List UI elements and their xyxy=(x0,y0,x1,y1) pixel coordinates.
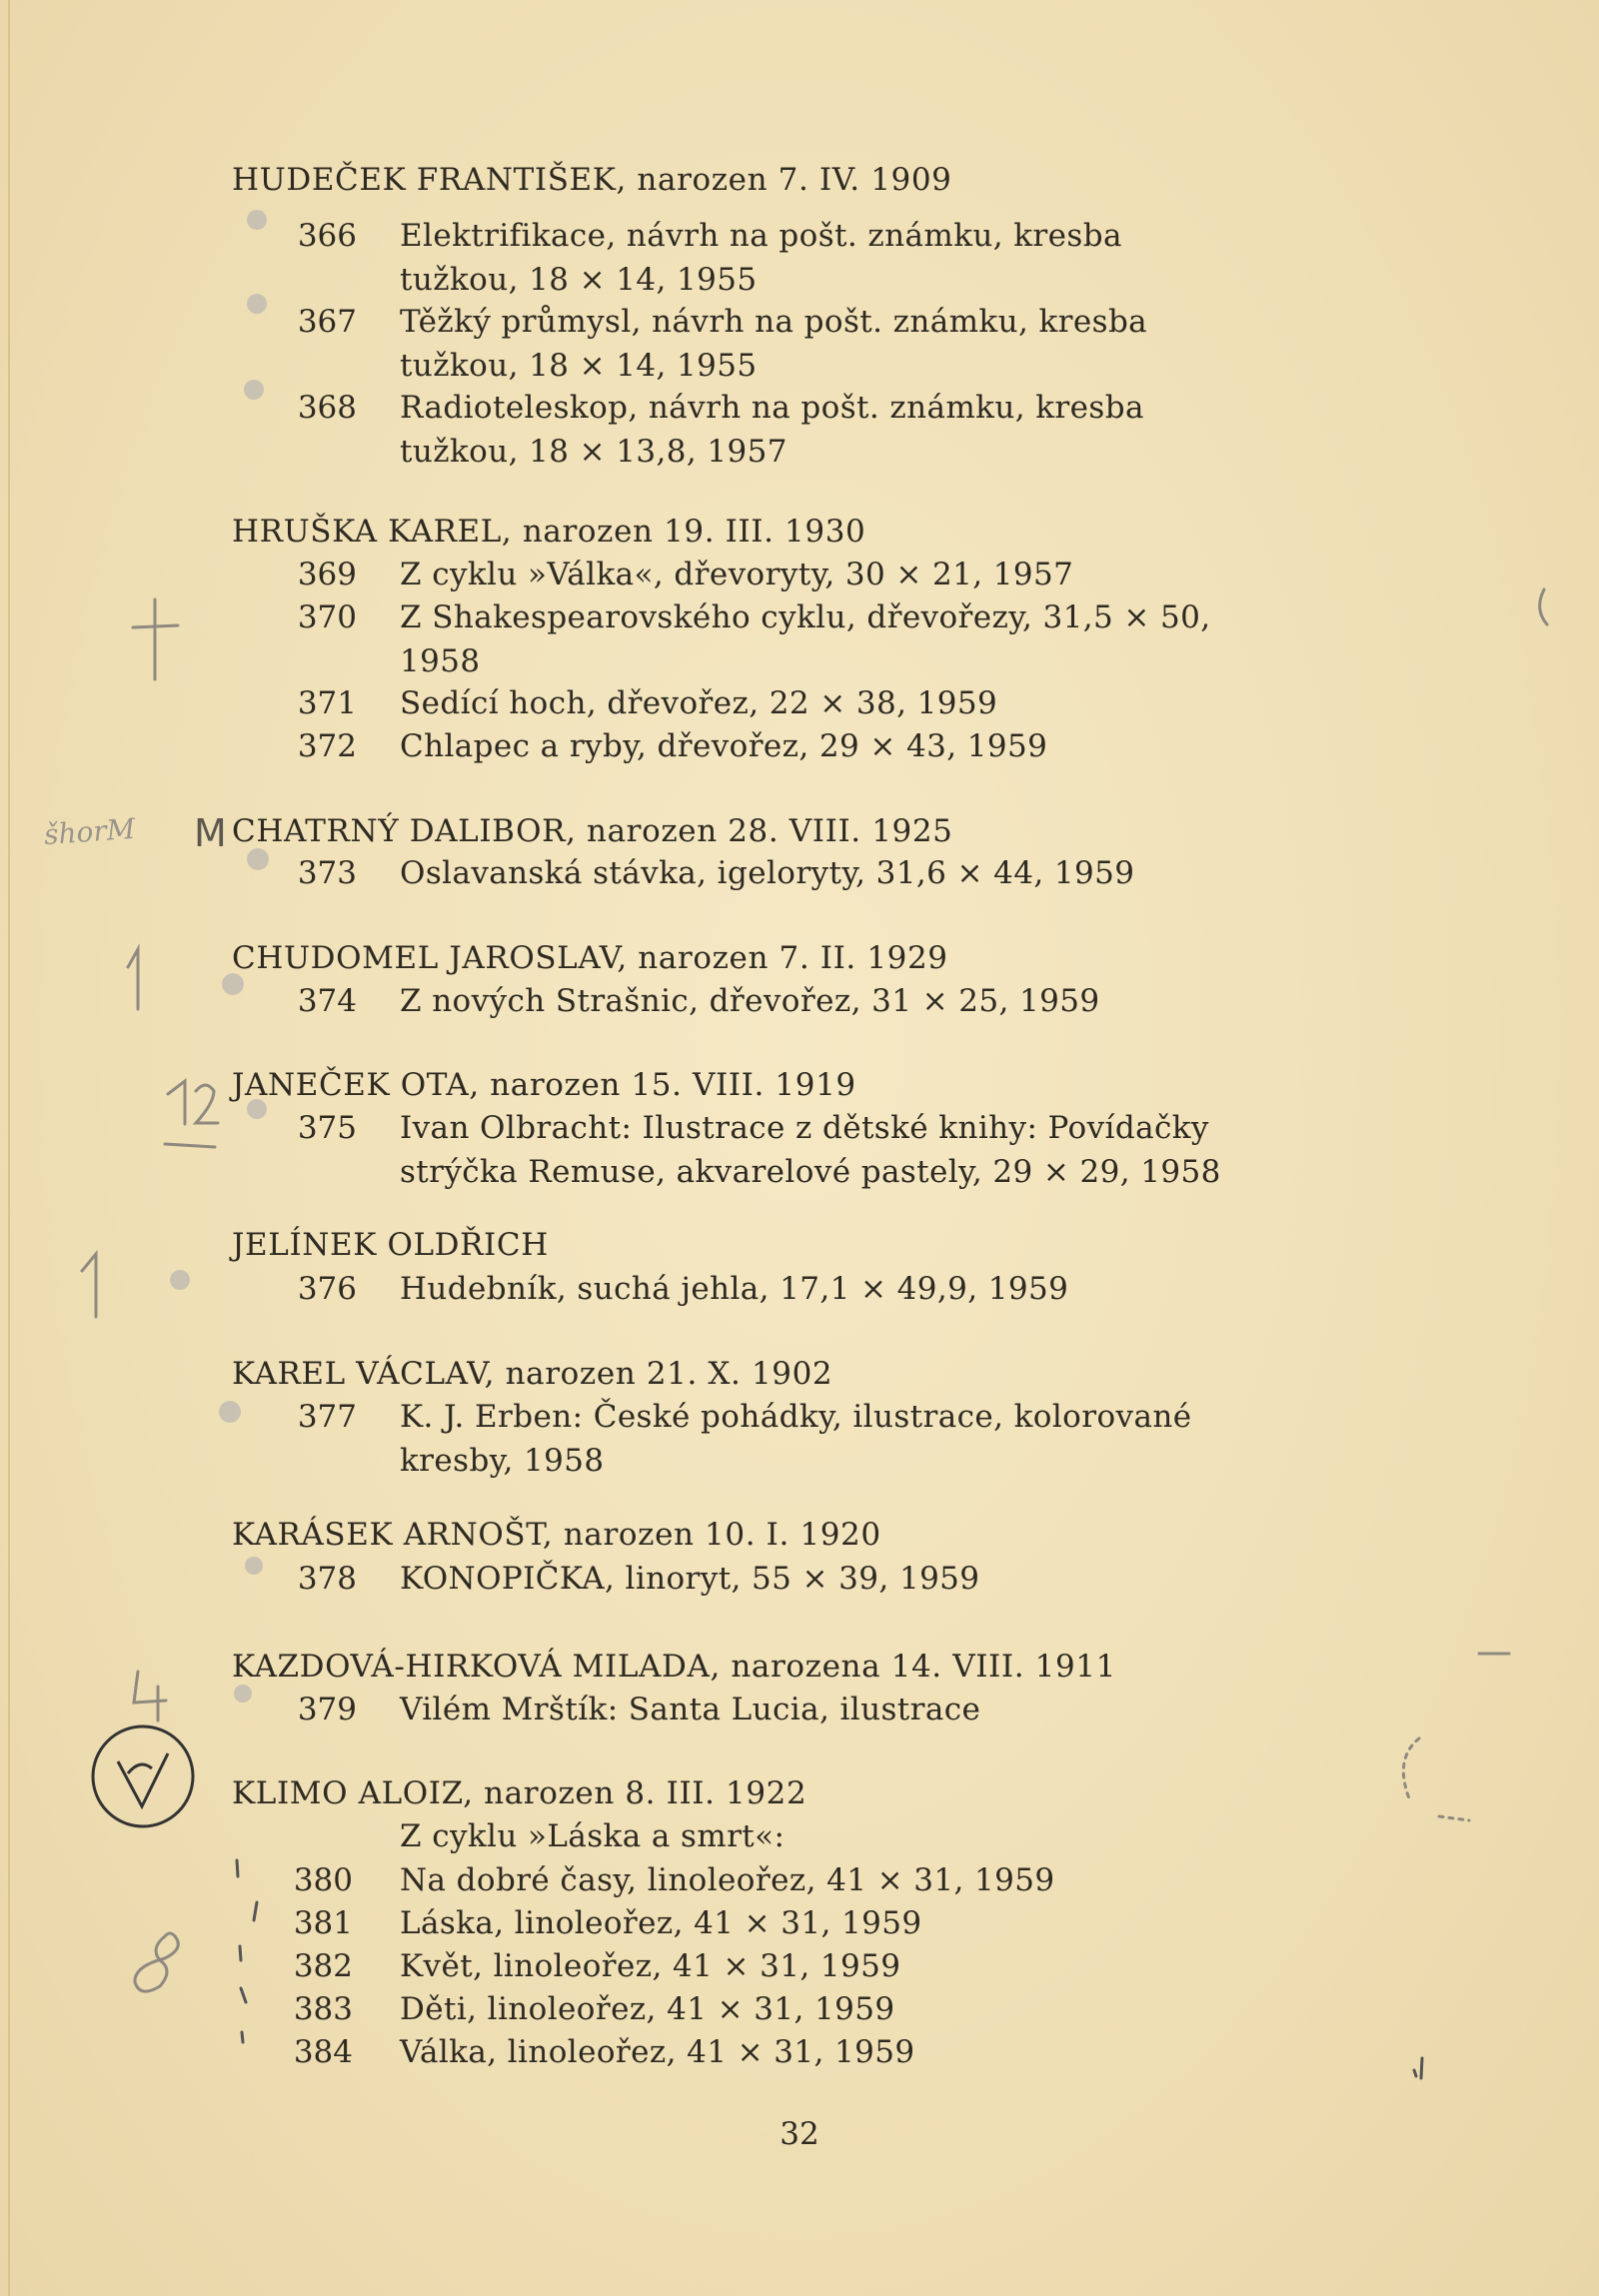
artist-heading: KAREL VÁCLAV, narozen 21. X. 1902 xyxy=(232,1356,833,1392)
item-description-line: Láska, linoleořez, 41 × 31, 1959 xyxy=(400,1905,922,1941)
artist-heading: CHUDOMEL JAROSLAV, narozen 7. II. 1929 xyxy=(232,940,948,976)
item-description-line: Na dobré časy, linoleořez, 41 × 31, 1959 xyxy=(400,1862,1055,1898)
item-number: 366 xyxy=(297,218,357,254)
item-description-line: tužkou, 18 × 14, 1955 xyxy=(400,262,758,298)
item-description-line: Ivan Olbracht: Ilustrace z dětské knihy: Povídačky xyxy=(400,1110,1209,1146)
item-description-line: Z nových Strašnic, dřevořez, 31 × 25, 1959 xyxy=(400,983,1100,1019)
pencil-cross-icon xyxy=(133,599,178,679)
artist-heading: JELÍNEK OLDŘICH xyxy=(232,1227,549,1263)
item-description-line: Oslavanská stávka, igeloryty, 31,6 × 44, 1959 xyxy=(400,855,1135,891)
pencil-corner-icon xyxy=(1540,589,1547,624)
item-number: 367 xyxy=(297,304,357,340)
item-description-line: Vilém Mrštík: Santa Lucia, ilustrace xyxy=(400,1692,981,1727)
item-number: 380 xyxy=(293,1862,353,1898)
item-number: 378 xyxy=(297,1561,357,1597)
pencil-four-mark-icon xyxy=(134,1672,166,1721)
cycle-subheading: Z cyklu »Láska a smrt«: xyxy=(400,1818,786,1854)
item-number: 381 xyxy=(293,1905,353,1941)
item-number: 373 xyxy=(297,855,357,891)
pencil-one-mark-icon-2 xyxy=(82,1254,96,1317)
item-number: 384 xyxy=(293,2034,353,2070)
item-description-line: Děti, linoleořez, 41 × 31, 1959 xyxy=(400,1991,895,2027)
pencil-twelve-mark-icon xyxy=(165,1081,218,1147)
pencil-one-mark-icon xyxy=(128,949,138,1009)
artist-heading: CHATRNÝ DALIBOR, narozen 28. VIII. 1925 xyxy=(232,813,953,849)
item-description-line: KONOPIČKA, linoryt, 55 × 39, 1959 xyxy=(400,1561,980,1597)
item-number: 375 xyxy=(297,1110,357,1146)
item-description-line: Hudebník, suchá jehla, 17,1 × 49,9, 1959 xyxy=(400,1271,1069,1307)
item-description-line: Květ, linoleořez, 41 × 31, 1959 xyxy=(400,1948,901,1984)
pencil-eight-mark-icon xyxy=(135,1933,178,1991)
circle-stamp-icon xyxy=(93,1726,193,1826)
item-number: 369 xyxy=(297,557,357,592)
item-number: 382 xyxy=(293,1948,353,1984)
pencil-curve-icon xyxy=(1403,1738,1469,1820)
artist-heading: KLIMO ALOIZ, narozen 8. III. 1922 xyxy=(232,1775,807,1811)
page-number: 32 xyxy=(780,2116,819,2152)
item-number: 371 xyxy=(297,685,357,721)
item-number: 379 xyxy=(297,1692,357,1727)
item-description-line: Elektrifikace, návrh na pošt. známku, kresba xyxy=(400,218,1122,254)
item-description-line: Radioteleskop, návrh na pošt. známku, kresba xyxy=(400,390,1144,426)
artist-heading: JANEČEK OTA, narozen 15. VIII. 1919 xyxy=(232,1067,856,1103)
artist-heading: KAZDOVÁ-HIRKOVÁ MILADA, narozena 14. VIII. 1911 xyxy=(232,1649,1116,1685)
item-number: 374 xyxy=(297,983,357,1019)
item-description-line: Z Shakespearovského cyklu, dřevořezy, 31,5 × 50, xyxy=(400,599,1211,635)
item-description-line: Chlapec a ryby, dřevořez, 29 × 43, 1959 xyxy=(400,728,1048,764)
item-description-line: Z cyklu »Válka«, dřevoryty, 30 × 21, 1957 xyxy=(400,557,1074,592)
handwritten-word: šhorM xyxy=(42,811,137,852)
item-number: 383 xyxy=(293,1991,353,2027)
item-number: 368 xyxy=(297,390,357,426)
item-description-line: Těžký průmysl, návrh na pošt. známku, kresba xyxy=(400,304,1148,340)
artist-heading: HRUŠKA KAREL, narozen 19. III. 1930 xyxy=(232,514,866,550)
item-number: 370 xyxy=(297,599,357,635)
item-description-line: K. J. Erben: České pohádky, ilustrace, kolorované xyxy=(400,1399,1192,1435)
item-number: 377 xyxy=(297,1399,357,1435)
item-description-line: tužkou, 18 × 14, 1955 xyxy=(400,348,758,384)
item-description-line: kresby, 1958 xyxy=(400,1443,605,1479)
item-number: 376 xyxy=(297,1271,357,1307)
artist-heading: HUDEČEK FRANTIŠEK, narozen 7. IV. 1909 xyxy=(232,162,952,198)
item-description-line: strýčka Remuse, akvarelové pastely, 29 × 29, 1958 xyxy=(400,1154,1221,1190)
item-description-line: tužkou, 18 × 13,8, 1957 xyxy=(400,434,788,470)
item-description-line: Válka, linoleořez, 41 × 31, 1959 xyxy=(400,2034,915,2070)
item-number: 372 xyxy=(297,728,357,764)
artist-heading: KARÁSEK ARNOŠT, narozen 10. I. 1920 xyxy=(232,1517,881,1553)
item-description-line: 1958 xyxy=(400,643,481,679)
handwritten-letter: M xyxy=(194,811,227,855)
item-description-line: Sedící hoch, dřevořez, 22 × 38, 1959 xyxy=(400,685,998,721)
